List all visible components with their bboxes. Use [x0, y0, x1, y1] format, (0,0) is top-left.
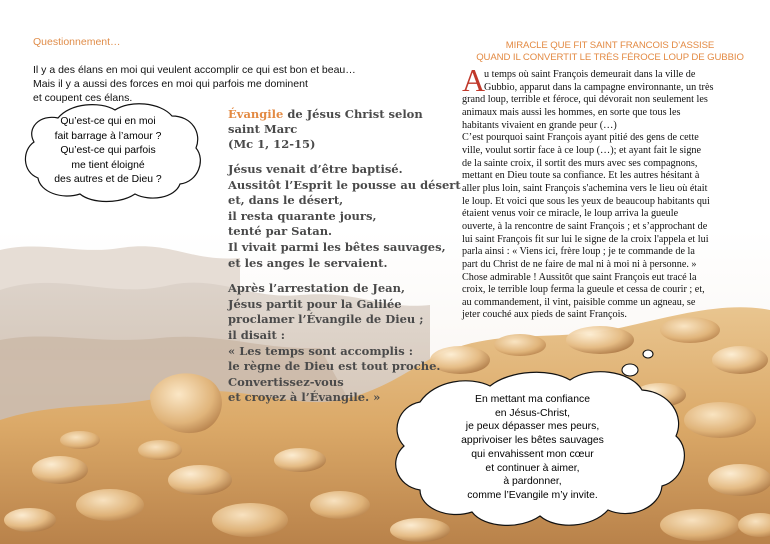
miracle-line: grand loup, terrible et féroce, qui dévorait non seulement les: [462, 94, 708, 106]
gospel-line: Jésus partit pour la Galilée: [228, 296, 402, 311]
bubble-line: à pardonner,: [503, 476, 562, 488]
miracle-line: au commandement, il vint, paisible comme un agneau, se: [462, 296, 696, 308]
gospel-line: il resta quarante jours,: [228, 208, 377, 223]
intro-line: Il y a des élans en moi qui veulent accomplir ce qui est bon et beau…: [33, 64, 356, 76]
miracle-line: croix, le terrible loup ferma la gueule et cessa de courir ; et,: [462, 284, 705, 296]
gospel-heading-rest: de Jésus Christ selon saint Marc: [228, 107, 423, 136]
miracle-title-line: MIRACLE QUE FIT SAINT FRANCOIS D’ASSISE: [505, 40, 715, 51]
gospel-heading: [228, 107, 443, 137]
bubble-line: je peux dépasser mes peurs,: [465, 421, 600, 433]
miracle-line: lui saint François fit sur lui le signe de la croix l'appela et lui: [462, 233, 709, 245]
questionnement-title: Questionnement…: [33, 36, 121, 48]
bubble-line: Qu’est-ce qui en moi: [60, 116, 156, 127]
bubble-line: des autres et de Dieu ?: [54, 174, 162, 185]
thought-bubble-2-text: [410, 393, 655, 503]
gospel-line: et les anges le servaient.: [228, 255, 388, 270]
miracle-text: [462, 69, 758, 322]
gospel-line: et, dans le désert,: [228, 193, 344, 208]
miracle-line: habitants vivaient en grande peur (…): [462, 119, 617, 131]
gospel-line: Il vivait parmi les bêtes sauvages,: [228, 239, 446, 254]
miracle-line: animaux mais aussi les hommes, en sorte que tous les: [462, 106, 681, 118]
miracle-line: ville, voulut sortir face à ce loup (…); et ayant fait le signe: [462, 144, 702, 156]
gospel-reference: (Mc 1, 12-15): [228, 137, 316, 151]
miracle-line: parla ainsi : « Viens ici, frère loup ; je te commande de la: [462, 246, 695, 258]
gospel-line: proclamer l’Évangile de Dieu ;: [228, 312, 424, 327]
miracle-line: le loup. Et voici que sous les yeux de beaucoup habitants qui: [462, 195, 710, 207]
gospel-line: Convertissez-vous: [228, 374, 344, 389]
miracle-line: Chose admirable ! Aussitôt que saint François eut tracé la: [462, 271, 697, 283]
miracle-line: mettant en Dieu toute sa confiance. Et les autres hésitant à: [462, 170, 700, 182]
bubble-line: me tient éloigné: [71, 159, 145, 171]
bubble-line: En mettant ma confiance: [475, 394, 590, 405]
gospel-line: Aussitôt l’Esprit le pousse au désert: [228, 177, 461, 192]
miracle-line: aller plus loin, saint François s'achemina vers le lieu où était: [462, 182, 708, 194]
miracle-line: de la sainte croix, il sortit des murs avec ses compagnons,: [462, 157, 698, 169]
gospel-line: et croyez à l’Évangile. »: [228, 390, 381, 405]
bubble-line: apprivoiser les bêtes sauvages: [461, 435, 604, 447]
miracle-title-line: QUAND IL CONVERTIT LE TRÈS FÉROCE LOUP DE GUBBIO: [476, 51, 744, 63]
intro-line: Mais il y a aussi des forces en moi qui parfois me dominent: [33, 78, 308, 90]
gospel-paragraph-1: [228, 162, 461, 271]
gospel-line: Jésus venait d’être baptisé.: [228, 162, 403, 176]
miracle-dropcap: A: [462, 62, 486, 98]
miracle-line: C’est pourquoi saint François ayant pitié des gens de cette: [462, 132, 699, 144]
miracle-line: Gubbio, apparut dans la campagne environnante, un très: [484, 81, 714, 93]
gospel-heading-word: Évangile: [228, 107, 284, 121]
gospel-line: il disait :: [228, 327, 286, 342]
gospel-line: Après l’arrestation de Jean,: [228, 281, 405, 296]
miracle-line: étaient venus voir ce miracle, le loup arriva la gueule: [462, 208, 679, 220]
miracle-line: part du Christ de ne faire de mal ni à moi ni à personne. »: [462, 258, 697, 270]
gospel-line: le règne de Dieu est tout proche.: [228, 359, 441, 374]
thought-bubble-1-text: [40, 115, 176, 188]
miracle-line: u temps où saint François demeurait dans la ville de: [484, 69, 696, 80]
bubble-line: qui envahissent mon cœur: [471, 448, 594, 460]
miracle-line: jeter couché aux pieds de saint François.: [462, 309, 627, 321]
miracle-line: ouverte, à la rencontre de saint François ; et s’approchant de: [462, 220, 708, 232]
gospel-line: « Les temps sont accomplis :: [228, 343, 414, 358]
bubble-line: Qu’est-ce qui parfois: [60, 145, 156, 156]
miracle-title: [470, 40, 750, 63]
bubble-line: en Jésus-Christ,: [494, 407, 571, 419]
bubble-line: fait barrage à l’amour ?: [54, 130, 162, 142]
bubble-line: comme l’Evangile m’y invite.: [467, 489, 598, 501]
bubble-line: et continuer à aimer,: [485, 462, 580, 474]
intro-line: et coupent ces élans.: [33, 92, 133, 104]
gospel-line: tenté par Satan.: [228, 224, 333, 239]
